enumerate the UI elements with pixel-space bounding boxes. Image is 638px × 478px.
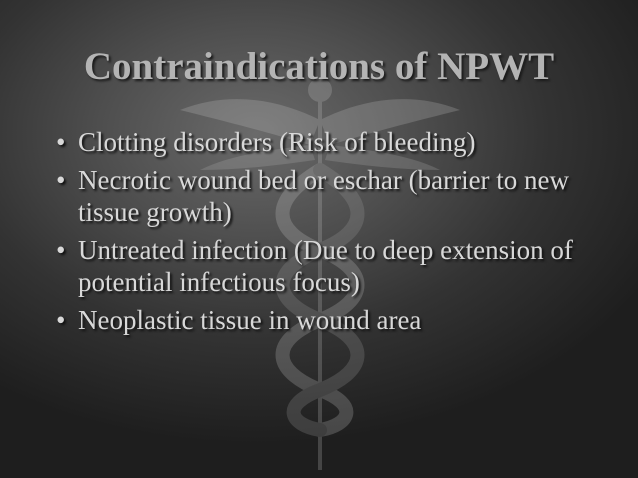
bullet-icon: • xyxy=(56,235,66,265)
slide-title: Contraindications of NPWT xyxy=(83,45,555,88)
bullet-text: Neoplastic tissue in wound area xyxy=(78,305,422,335)
bullet-list xyxy=(56,126,616,342)
bullet-icon: • xyxy=(56,165,66,195)
bullet-item xyxy=(56,304,616,336)
bullet-item xyxy=(56,126,616,158)
bullet-item xyxy=(56,164,616,228)
bullet-text: Necrotic wound bed or eschar (barrier to new tissue growth) xyxy=(78,165,570,227)
bullet-icon: • xyxy=(56,305,66,335)
bullet-text: Clotting disorders (Risk of bleeding) xyxy=(78,127,476,157)
bullet-text: Untreated infection (Due to deep extension of potential infectious focus) xyxy=(78,235,573,297)
bullet-item xyxy=(56,234,616,298)
bullet-icon: • xyxy=(56,127,66,157)
